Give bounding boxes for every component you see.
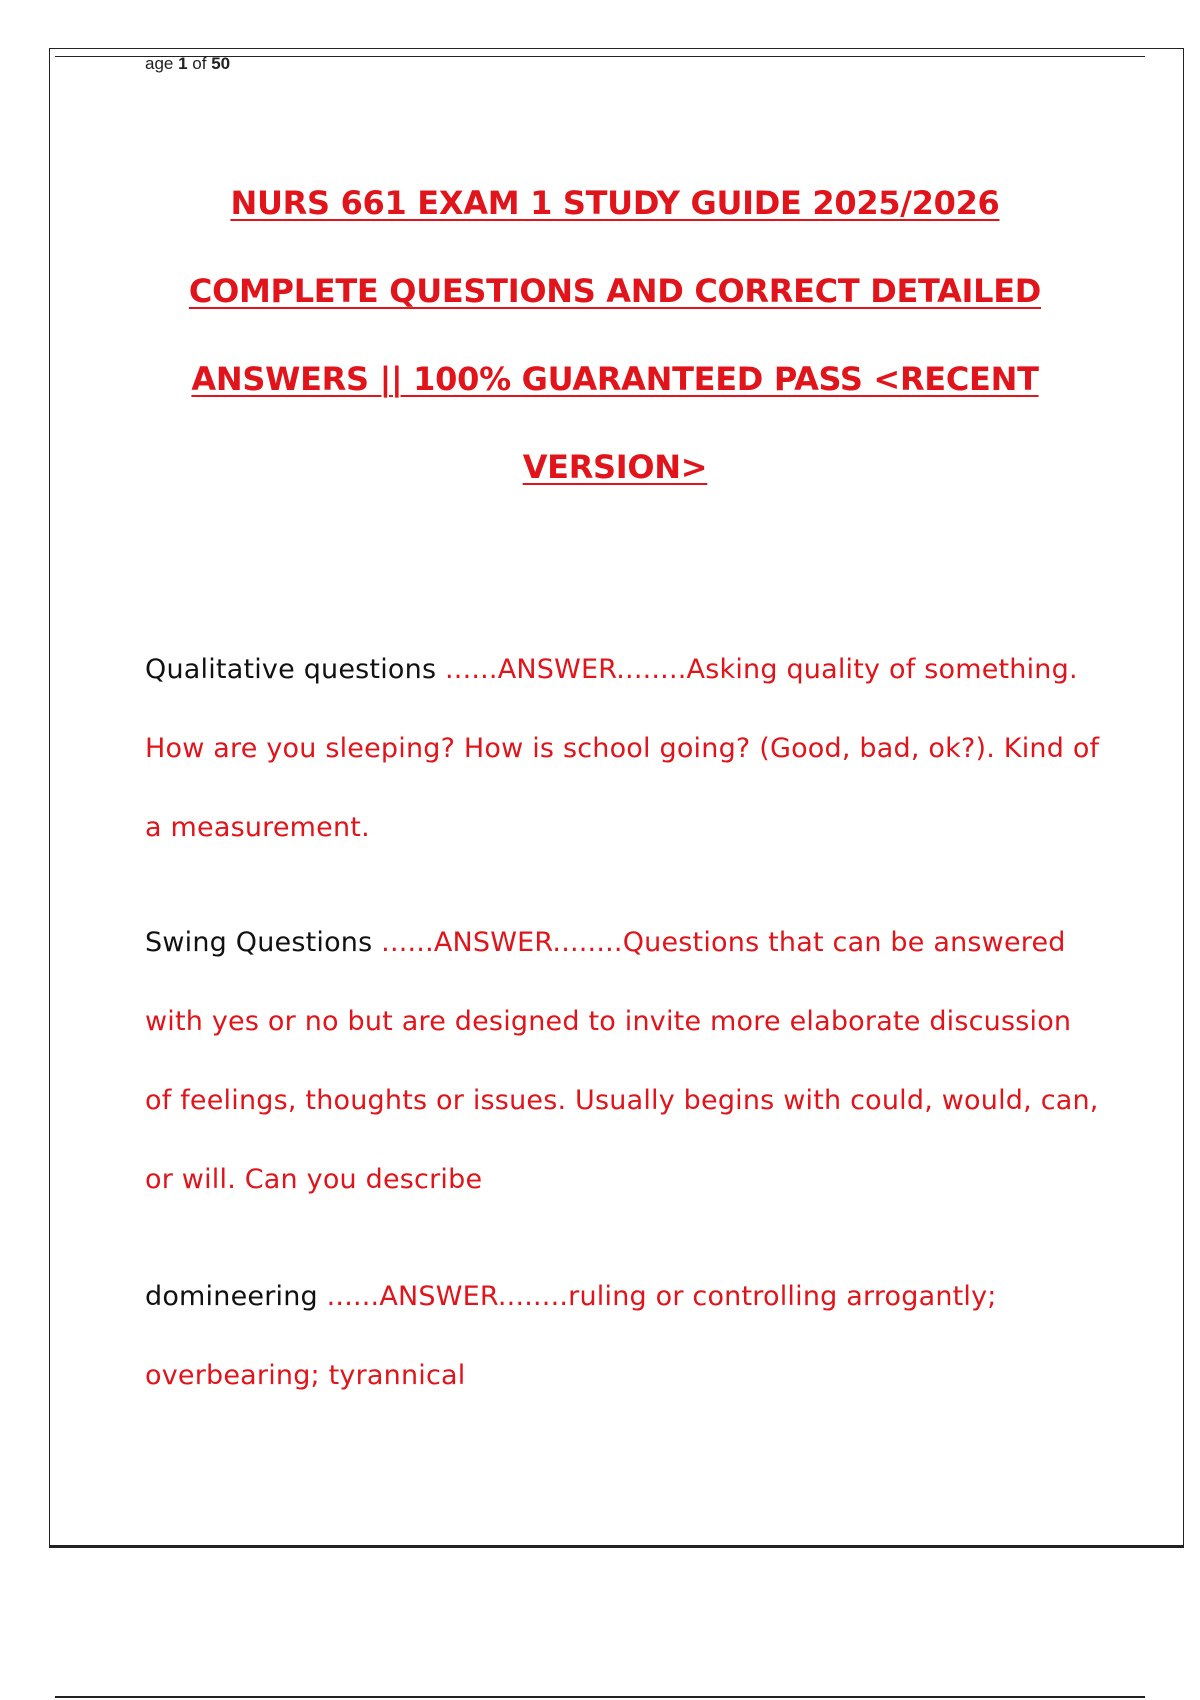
qa-term: Swing Questions xyxy=(145,927,373,958)
qa-term: domineering xyxy=(145,1281,318,1312)
page-of: of xyxy=(187,54,212,73)
page-number-label xyxy=(145,53,230,75)
qa-answer: ruling or controlling arrogantly; overbearing; tyrannical xyxy=(145,1281,997,1391)
page-current: 1 xyxy=(178,54,188,73)
title-line-2: COMPLETE QUESTIONS AND CORRECT DETAILED xyxy=(188,272,1042,310)
footer-rule xyxy=(55,1696,1145,1698)
page-total: 50 xyxy=(211,54,231,73)
qa-item xyxy=(145,903,1105,1219)
qa-separator: ......ANSWER........ xyxy=(317,1281,569,1312)
page-prefix: age xyxy=(145,54,179,73)
qa-separator: ......ANSWER........ xyxy=(372,927,623,958)
title-line-3: ANSWERS || 100% GUARANTEED PASS <RECENT xyxy=(191,360,1039,398)
title-line-1: NURS 661 EXAM 1 STUDY GUIDE 2025/2026 xyxy=(230,184,1000,222)
qa-separator: ......ANSWER........ xyxy=(436,654,687,685)
qa-answer: Asking quality of something. How are you sleeping? How is school going? (Good, bad, ok?). Kind of a measurement. xyxy=(145,654,1100,843)
document-title xyxy=(60,175,1170,527)
qa-item xyxy=(145,1257,1105,1415)
qa-item xyxy=(145,630,1105,867)
qa-term: Qualitative questions xyxy=(145,654,437,685)
title-line-4: VERSION> xyxy=(522,448,708,486)
qa-answer: Questions that can be answered with yes or no but are designed to invite more elaborate discussion of feelings, thoughts or issues. Usually begins with could, would, can, or will. Can you describe xyxy=(145,927,1099,1195)
